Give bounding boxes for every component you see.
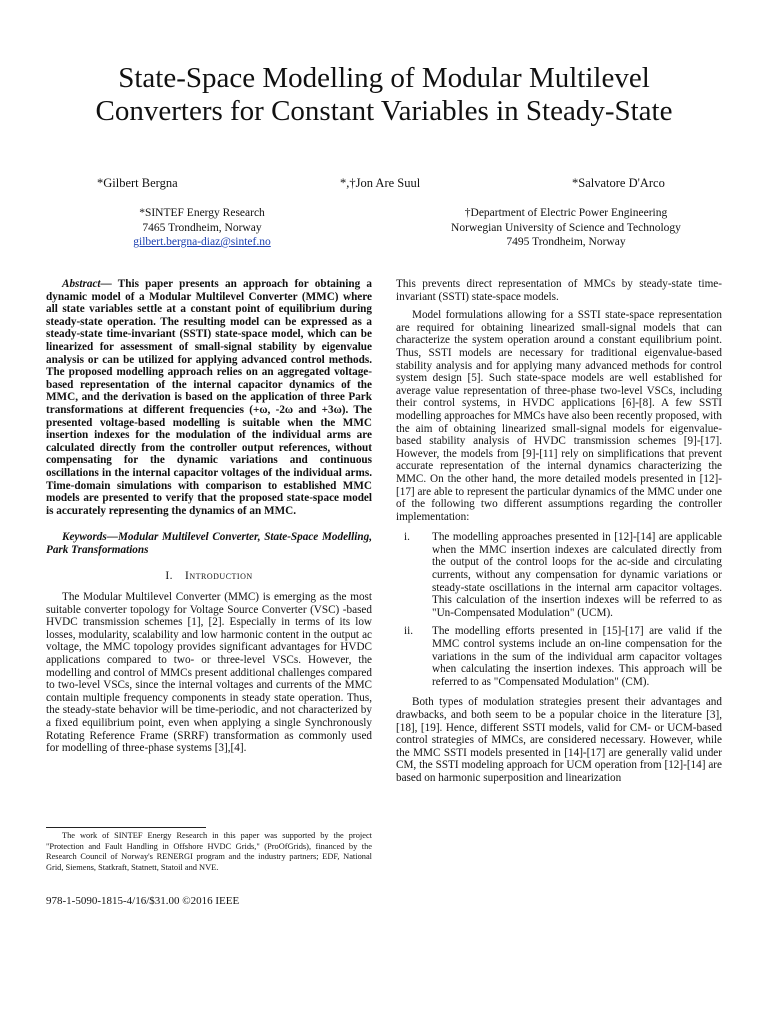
list-item-text: The modelling approaches presented in [12]-[14] are applicable when the MMC insertion indexes are calculated directly from the output of the control loops for the ac-side and circulating currents, without any compensation for dynamic variations or steady-state oscillations in the internal arm capacitor voltages. This calculation of the insertion indexes will be referred to as "Un-Compensated Modulation" (UCM). <box>432 531 722 619</box>
paragraph-modulation-strategies: Both types of modulation strategies present their advantages and drawbacks, and both seem to be a popular choice in the literature [3], [18], [19]. Hence, different SSTI models, valid for CM- or UCM-based control strategies of MMCs, are considered necessary. However, while the MMC SSTI models presented in [14]-[17] are generally valid under CM, the SSTI modeling approach for UCM operation from [12]-[14] are based on harmonic superposition and linearization <box>396 696 722 784</box>
list-item-marker: ii. <box>404 625 414 638</box>
assumption-list <box>396 531 722 688</box>
author-darco: *Salvatore D'Arco <box>572 176 665 190</box>
funding-footnote: The work of SINTEF Energy Research in this paper was supported by the project "Protection and Fault Handling in Offshore HVDC Grids," (ProOfGrids), financed by the Research Council of Norway's RENERGI program and the industry partners; EDF, National Grid, Siemens, Statkraft, Statnett, Statoil and NVE. <box>46 831 372 872</box>
affiliation-ntnu-address: 7495 Trondheim, Norway <box>506 236 626 248</box>
author-suul: *,†Jon Are Suul <box>340 176 421 190</box>
affiliation-ntnu <box>418 206 714 250</box>
list-item <box>396 625 722 688</box>
left-column <box>46 278 372 761</box>
list-item-marker: i. <box>404 531 410 544</box>
author-bergna: *Gilbert Bergna <box>97 176 178 190</box>
keywords: Keywords—Modular Multilevel Converter, State-Space Modelling, Park Transformations <box>46 531 372 556</box>
footnote-divider <box>46 827 206 828</box>
right-column <box>396 278 722 791</box>
list-item <box>396 531 722 619</box>
abstract <box>46 278 372 517</box>
affiliation-ntnu-university: Norwegian University of Science and Technology <box>451 221 681 234</box>
affiliation-sintef <box>104 206 300 250</box>
section-title: Introduction <box>185 570 253 583</box>
paragraph-model-formulations: Model formulations allowing for a SSTI state-space representation are required for obtaining linearized small-signal models that can characterize the system operation around a constant equilibrium point. Thus, SSTI models are necessary for traditional eigenvalue-based stability analysis and for applying many advanced methods for control system design [5]. Such state-space models are well established for average value representation of three-phase two-level VSCs, including their control systems, in HVDC applications [6]-[8]. A few SSTI modelling approaches for MMCs have also been recently proposed, with the aim of obtaining linearized small-signal models for eigenvalue-based stability analysis of HVDC transmission schemes [9]-[17]. However, the models from [9]-[11] rely on simplifications that prevent accurate representation of the internal dynamics characterizing the MMC. On the other hand, the more detailed models presented in [12]-[17] are able to represent the particular dynamics of the MMC under one of the following two different assumptions regarding the controller implementation: <box>396 309 722 523</box>
isbn-copyright: 978-1-5090-1815-4/16/$31.00 ©2016 IEEE <box>46 895 240 907</box>
section-number: I. <box>165 570 174 583</box>
intro-paragraph: The Modular Multilevel Converter (MMC) is emerging as the most suitable converter topology for Voltage Source Converter (VSC) -based HVDC transmission schemes [1], [2]. Especially in terms of its low losses, modularity, scalability and low harmonic content in the output ac voltage, the MMC topology provides significant advantages for HVDC applications compared to two- or three-level VSCs. However, the modelling and control of MMCs present additional challenges compared to two-level VSCs, since the internal voltages and currents of the MMC contain multiple frequency components in steady state operation. Thus, the steady-state behavior will be time-periodic, and not characterized by a fixed equilibrium point, even when applying a single Synchronously Rotating Reference Frame (SRRF) transformation as commonly used for modelling of three-phase systems [3],[4]. <box>46 591 372 755</box>
abstract-text: — This paper presents an approach for obtaining a dynamic model of a Modular Multilevel Converter (MMC) where all state variables settle at a constant point of equilibrium during steady-state operation. The resulting model can be expressed as a steady-state time-invariant (SSTI) state-space model, which can be linearized for assessment of small-signal stability by eigenvalue analysis or can be utilized for applying advanced control methods. The proposed modelling approach relies on an aggregated voltage-based representation of the internal capacitor dynamics of the MMC, and the derivation is based on the application of three Park transformations at different frequencies (+ω, -2ω and +3ω). The presented voltage-based modelling is suitable when the MMC insertion indexes for the modulation of the individual arms are calculated directly from the controller output references, without compensating for the dynamic variations and continuous oscillations in the internal capacitor voltages of the individual arms. Time-domain simulations with comparison to established MMC models are presented to verify that the proposed state-space model is accurately representing the dynamics of an MMC. <box>46 278 372 517</box>
title-line-2: Converters for Constant Variables in Steady-State <box>95 95 673 127</box>
paragraph-continuation: This prevents direct representation of MMCs by steady-state time-invariant (SSTI) state-space models. <box>396 278 722 303</box>
title-line-1: State-Space Modelling of Modular Multilevel <box>118 62 650 94</box>
affiliation-sintef-address: 7465 Trondheim, Norway <box>142 221 262 234</box>
paper-title <box>40 62 728 128</box>
list-item-text: The modelling efforts presented in [15]-[17] are valid if the MMC control systems include an on-line compensation for the variations in the sum of the individual arm capacitor voltages when calculating the insertion indexes. This approach will be referred to as "Compensated Modulation" (CM). <box>432 625 722 688</box>
affiliation-ntnu-dept: †Department of Electric Power Engineering <box>464 207 668 219</box>
section-heading-introduction <box>46 570 372 583</box>
abstract-label: Abstract <box>62 278 101 290</box>
author-email-link[interactable]: gilbert.bergna-diaz@sintef.no <box>133 236 271 248</box>
affiliation-sintef-name: *SINTEF Energy Research <box>139 207 265 219</box>
